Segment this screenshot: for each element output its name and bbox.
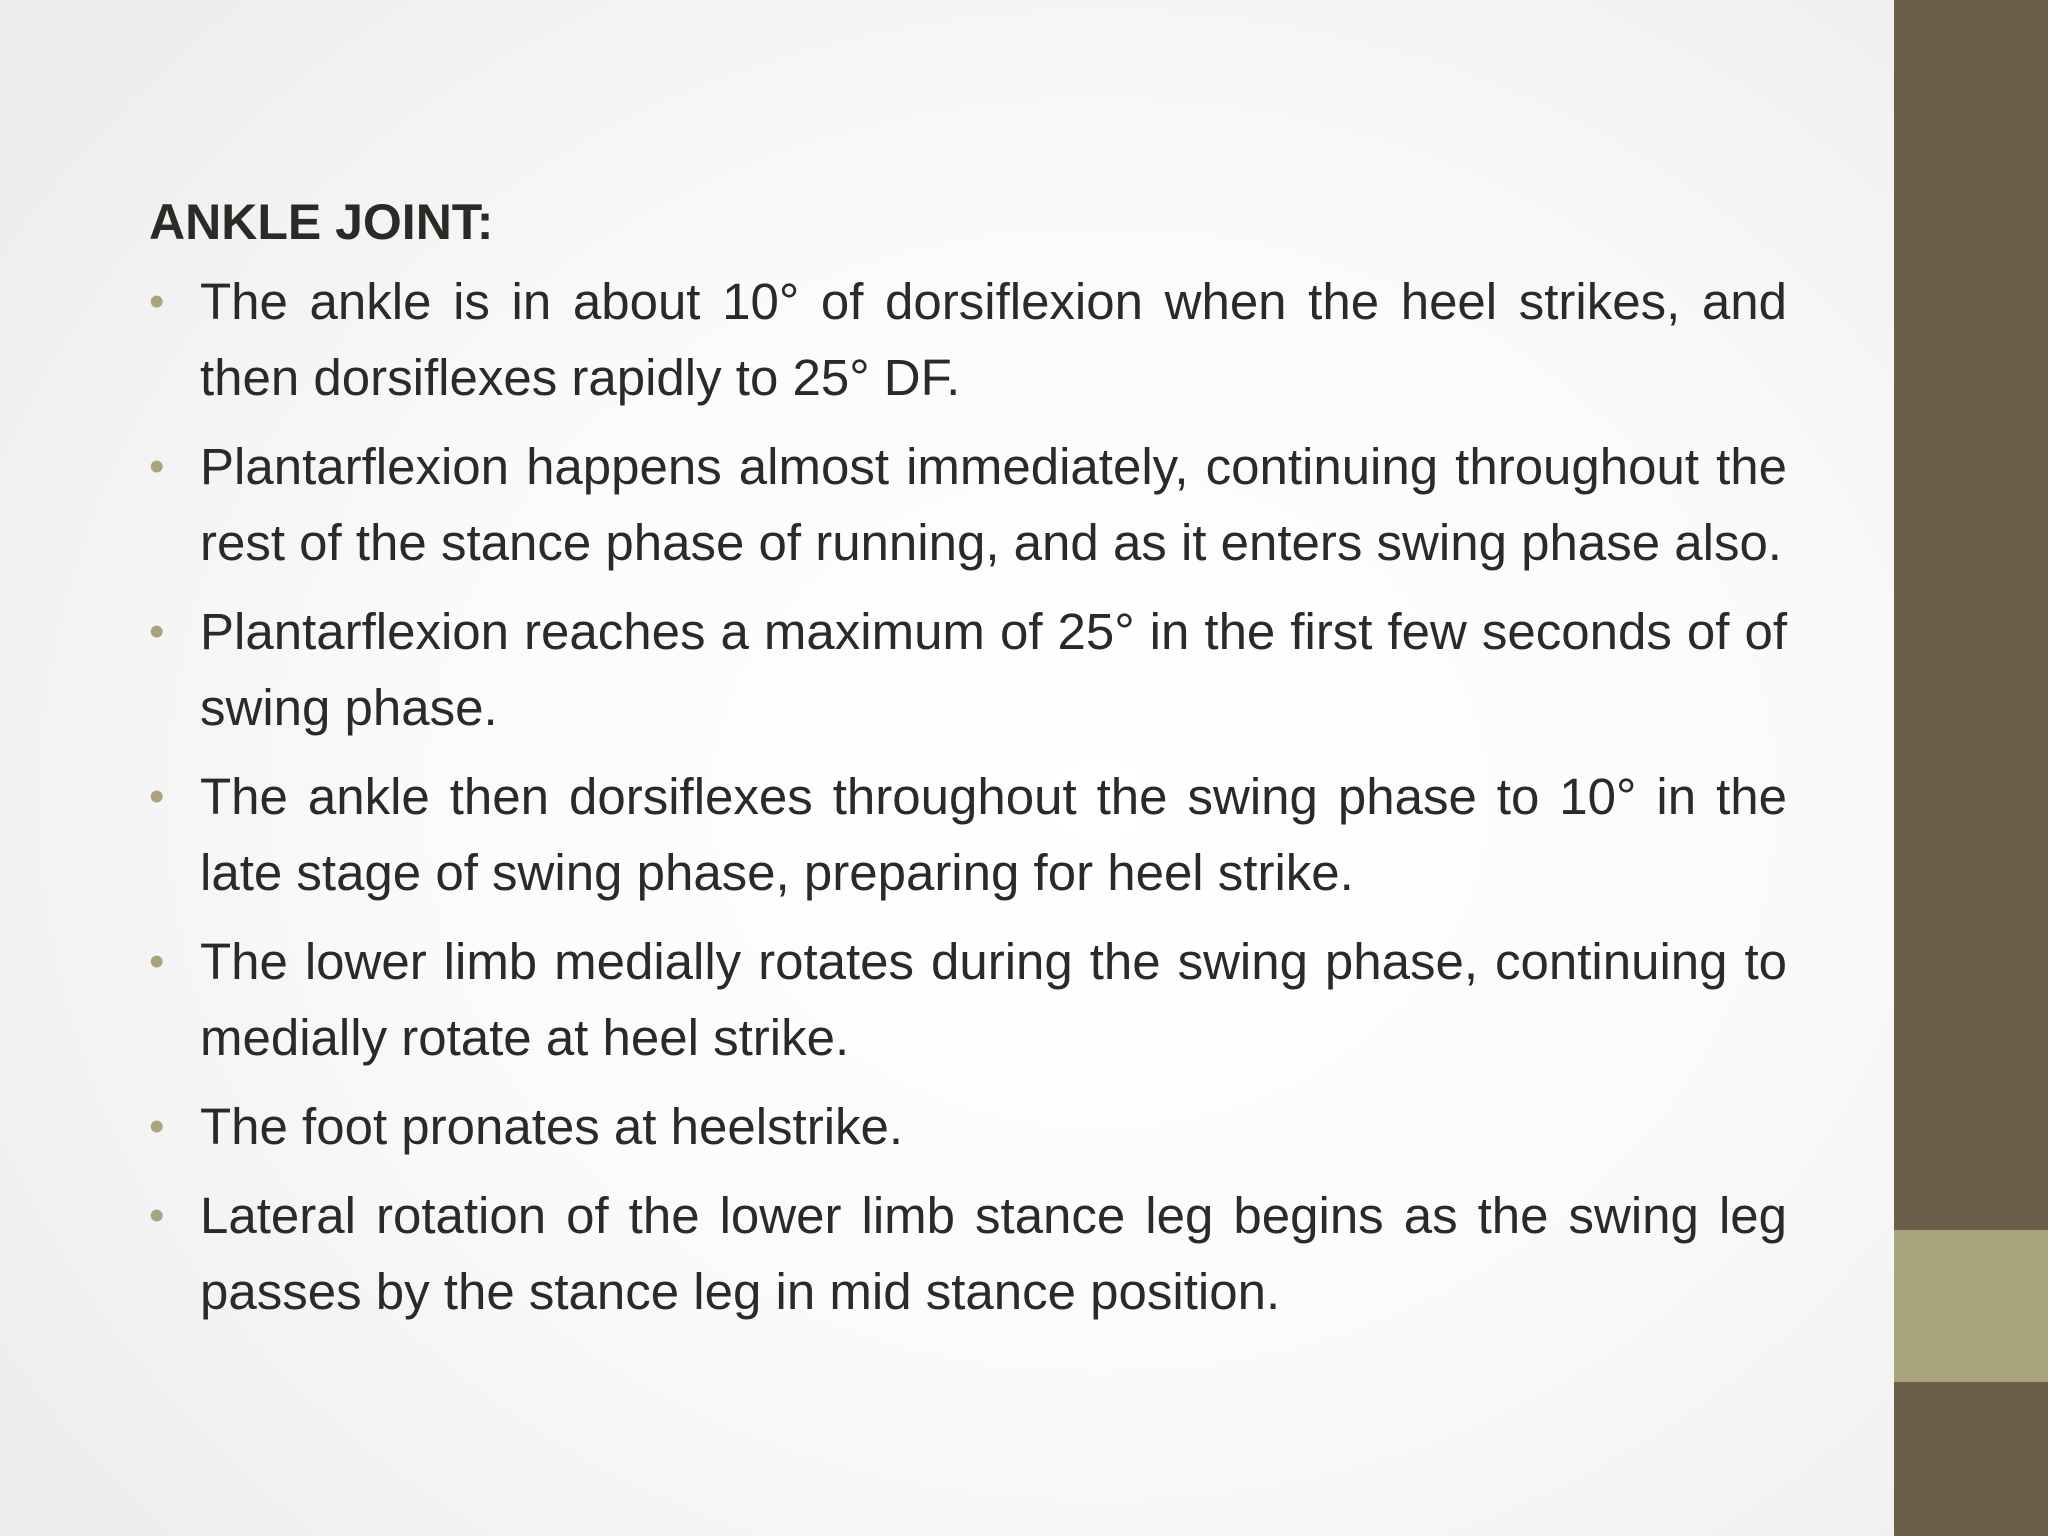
bullet-list [149,264,1787,1330]
bullet-text: The foot pronates at heelstrike. [200,1098,904,1155]
bullet-item [149,264,1787,416]
bullet-dot-icon: • [149,772,165,821]
bullet-dot-icon: • [149,277,165,326]
bullet-dot-icon: • [149,607,165,656]
bullet-text: Plantarflexion reaches a maximum of 25° in the first few seconds of of swing phase. [200,603,1787,736]
bullet-text: The lower limb medially rotates during the swing phase, continuing to medially rotate at heel strike. [200,933,1787,1066]
bullet-dot-icon: • [149,1191,165,1240]
bullet-item [149,924,1787,1076]
bullet-item [149,759,1787,911]
bullet-item [149,1178,1787,1330]
bullet-text: The ankle then dorsiflexes throughout the swing phase to 10° in the late stage of swing phase, preparing for heel strike. [200,768,1787,901]
bullet-item [149,594,1787,746]
bullet-dot-icon: • [149,937,165,986]
bullet-text: The ankle is in about 10° of dorsiflexion when the heel strikes, and then dorsiflexes rapidly to 25° DF. [200,273,1787,406]
bullet-dot-icon: • [149,442,165,491]
slide-content [149,188,1787,1343]
bullet-text: Plantarflexion happens almost immediately, continuing throughout the rest of the stance phase of running, and as it enters swing phase also. [200,438,1787,571]
bullet-item [149,1089,1787,1165]
bullet-item [149,429,1787,581]
side-accent-block [1894,1230,2048,1382]
bullet-text: Lateral rotation of the lower limb stance leg begins as the swing leg passes by the stance leg in mid stance position. [200,1187,1787,1320]
bullet-dot-icon: • [149,1102,165,1151]
slide-heading: ANKLE JOINT: [149,194,494,250]
